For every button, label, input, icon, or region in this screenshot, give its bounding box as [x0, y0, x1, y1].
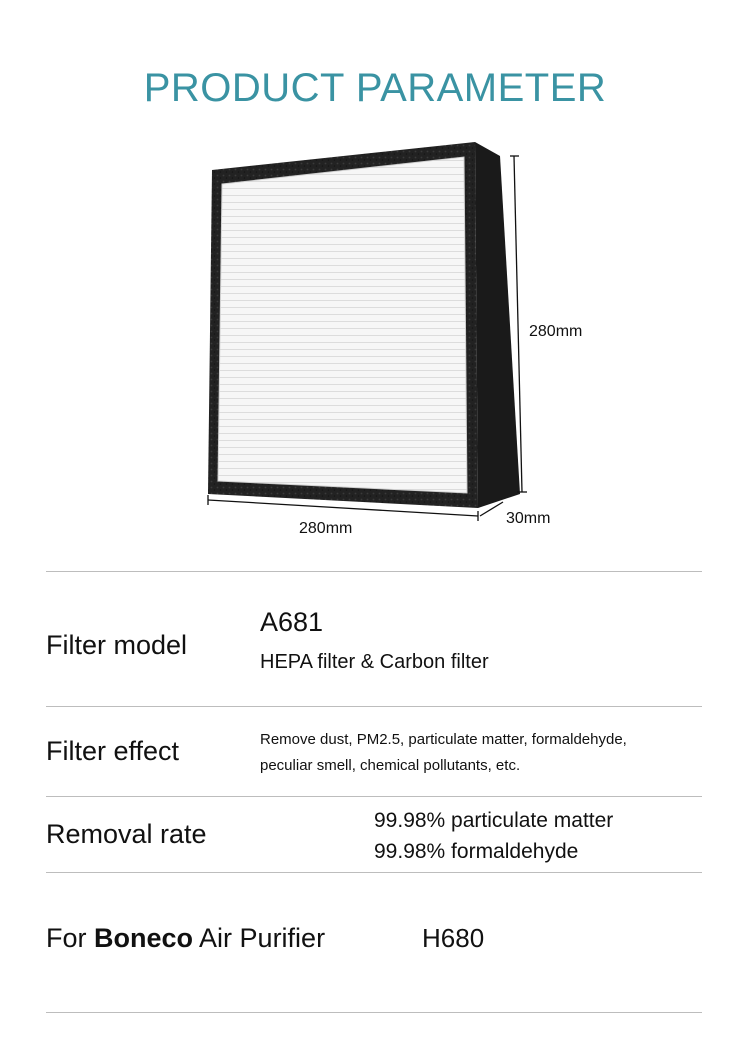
compatible-purifier-value: H680 [422, 923, 485, 953]
divider [46, 796, 702, 797]
brand-name: Boneco [94, 923, 194, 953]
filter-effect-label: Filter effect [46, 736, 180, 766]
removal-rate-line1: 99.98% particulate matter [374, 809, 614, 832]
page-title: PRODUCT PARAMETER [143, 66, 607, 110]
divider [46, 706, 702, 707]
removal-rate-line2: 99.98% formaldehyde [374, 840, 579, 863]
label-suffix: Air Purifier [193, 923, 326, 953]
divider [46, 571, 702, 572]
filter-effect-line2: peculiar smell, chemical pollutants, etc. [260, 757, 521, 774]
compatible-purifier-label [46, 923, 325, 954]
width-label: 280mm [299, 520, 353, 537]
filter-model-value: A681 [260, 607, 324, 637]
depth-label: 30mm [506, 510, 551, 527]
removal-rate-label: Removal rate [46, 819, 207, 849]
divider [46, 1012, 702, 1013]
filter-model-sub: HEPA filter & Carbon filter [260, 651, 489, 673]
filter-side-face [475, 142, 520, 508]
divider [46, 872, 702, 873]
height-label: 280mm [529, 323, 583, 340]
filter-media [218, 157, 467, 493]
filter-model-label: Filter model [46, 630, 188, 660]
label-prefix: For [46, 923, 95, 953]
filter-effect-line1: Remove dust, PM2.5, particulate matter, formaldehyde, [260, 731, 627, 748]
